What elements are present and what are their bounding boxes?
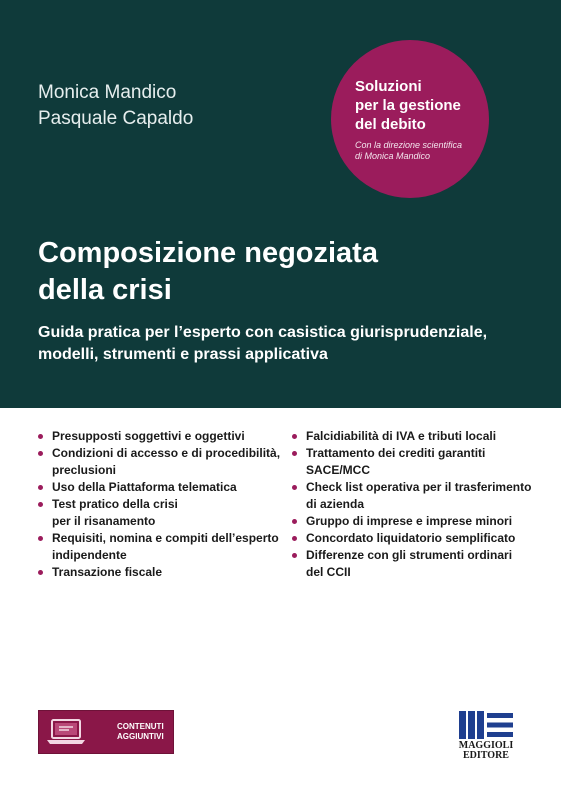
bullet-dot-icon <box>38 502 43 507</box>
author-name: Pasquale Capaldo <box>38 108 194 129</box>
extra-content-label <box>117 722 164 742</box>
bullet-dot-icon <box>292 536 297 541</box>
list-item-text: Trattamento dei crediti garantiti <box>306 446 486 460</box>
list-item <box>38 564 280 581</box>
list-item-text: indipendente <box>52 548 127 562</box>
book-subtitle-line: Guida pratica per l’esperto con casistica giurisprudenziale, <box>38 324 488 341</box>
bullet-dot-icon <box>292 519 297 524</box>
bullet-dot-icon <box>292 553 297 558</box>
list-item <box>38 428 280 445</box>
list-item <box>38 445 280 479</box>
series-title-line: Soluzioni <box>355 78 422 95</box>
series-direction <box>355 140 462 162</box>
list-item-text: Concordato liquidatorio semplificato <box>306 531 516 545</box>
series-title <box>355 77 461 134</box>
list-item-text: preclusioni <box>52 463 117 477</box>
list-item <box>292 428 531 445</box>
list-item-text: Test pratico della crisi <box>52 497 178 511</box>
series-direction-line: Con la direzione scientifica <box>355 140 463 150</box>
list-item <box>292 530 531 547</box>
list-item <box>292 445 531 479</box>
list-item-text: Uso della Piattaforma telematica <box>52 480 237 494</box>
bullet-dot-icon <box>292 485 297 490</box>
list-item-text: Falcidiabilità di IVA e tributi locali <box>306 429 497 443</box>
list-item-text: SACE/MCC <box>306 463 371 477</box>
extra-content-line: AGGIUNTIVI <box>117 732 164 741</box>
series-title-line: del debito <box>355 116 426 133</box>
extra-content-line: CONTENUTI <box>117 722 164 731</box>
bullet-dot-icon <box>38 570 43 575</box>
laptop-icon <box>45 717 87 747</box>
list-item-text: per il risanamento <box>52 514 156 528</box>
bullet-dot-icon <box>38 451 43 456</box>
book-subtitle-line: modelli, strumenti e prassi applicativa <box>38 346 328 363</box>
book-title <box>38 235 378 309</box>
author-name: Monica Mandico <box>38 82 177 103</box>
list-item-text: Gruppo di imprese e imprese minori <box>306 514 513 528</box>
list-item <box>292 547 531 581</box>
list-item-text: Condizioni di accesso e di procedibilità, <box>52 446 281 460</box>
bullet-dot-icon <box>292 451 297 456</box>
publisher-logo <box>452 711 520 763</box>
publisher-name <box>452 741 520 761</box>
topics-list-left <box>38 428 280 581</box>
list-item-text: del CCII <box>306 565 351 579</box>
list-item-text: Differenze con gli strumenti ordinari <box>306 548 513 562</box>
topics-list-right <box>292 428 531 581</box>
series-direction-line: di Monica Mandico <box>355 151 431 161</box>
extra-content-badge <box>38 710 174 754</box>
publisher-name-line: EDITORE <box>463 750 509 761</box>
list-item <box>38 479 280 496</box>
series-title-line: per la gestione <box>355 97 461 114</box>
list-item <box>292 513 531 530</box>
list-item <box>292 479 531 513</box>
list-item <box>38 530 280 564</box>
list-item-text: di azienda <box>306 497 365 511</box>
list-item-text: Transazione fiscale <box>52 565 163 579</box>
bullet-dot-icon <box>38 536 43 541</box>
publisher-name-line: MAGGIOLI <box>458 740 514 751</box>
book-title-line: della crisi <box>38 274 172 306</box>
maggioli-bars-logo <box>459 711 513 739</box>
book-title-line: Composizione negoziata <box>38 237 378 269</box>
list-item-text: Check list operativa per il trasferimento <box>306 480 532 494</box>
bullet-dot-icon <box>38 485 43 490</box>
list-item-text: Presupposti soggettivi e oggettivi <box>52 429 245 443</box>
bullet-dot-icon <box>38 434 43 439</box>
authors <box>38 80 193 132</box>
bullet-dot-icon <box>292 434 297 439</box>
list-item <box>38 496 280 530</box>
list-item-text: Requisiti, nomina e compiti dell’esperto <box>52 531 279 545</box>
book-subtitle <box>38 322 487 366</box>
